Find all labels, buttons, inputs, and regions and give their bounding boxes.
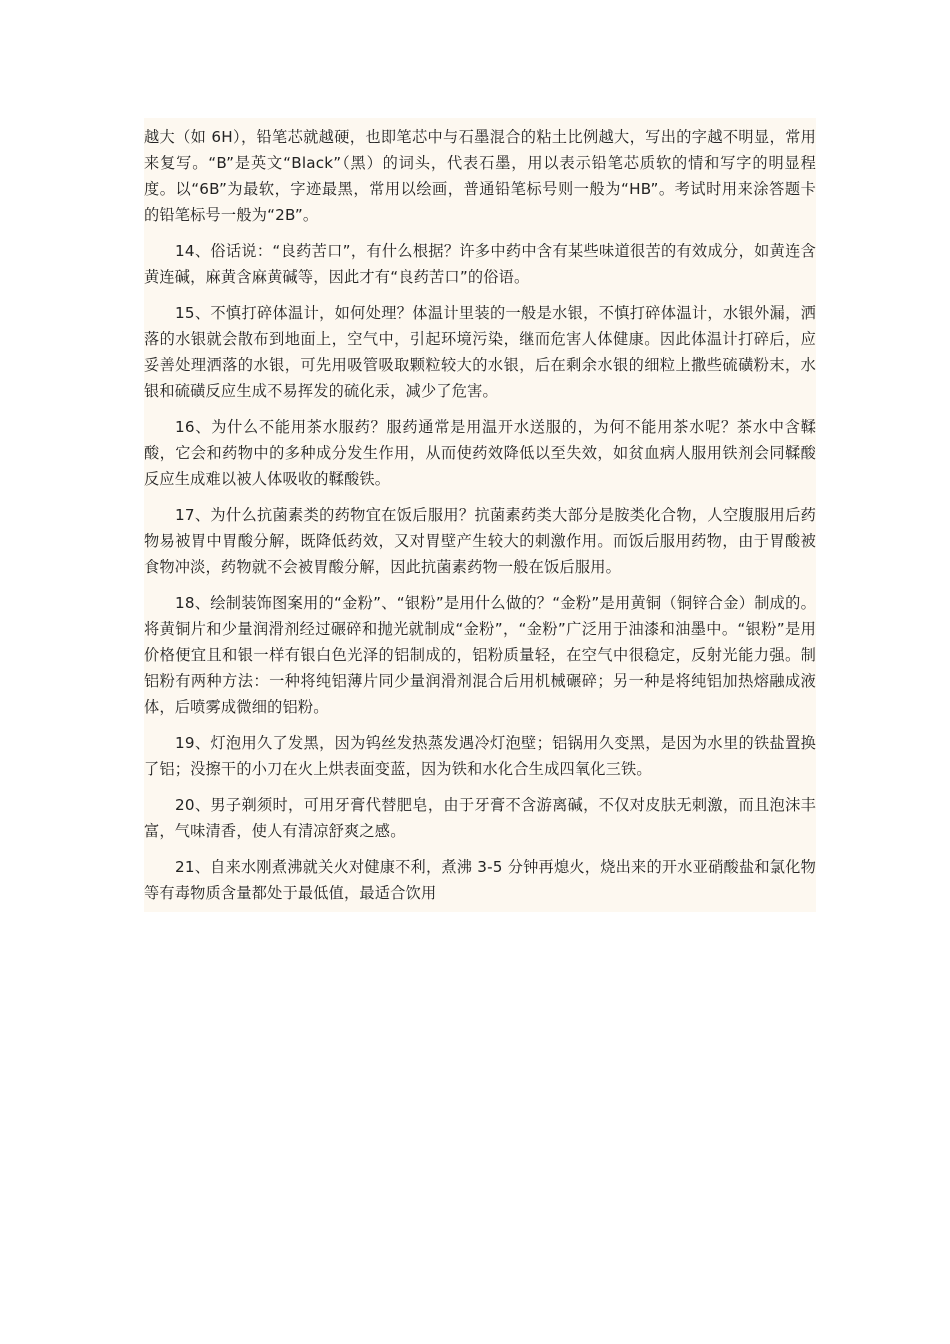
paragraph-15: 15、不慎打碎体温计，如何处理？体温计里装的一般是水银，不慎打碎体温计，水银外漏，洒落的水银就会散布到地面上，空气中，引起环境污染，继而危害人体健康。因此体温计打碎后，应妥善处理洒落的水银，可先用吸管吸取颗粒较大的水银，后在剩余水银的细粒上撒些硫磺粉末，水银和硫磺反应生成不易挥发的硫化汞，减少了危害。 (144, 304, 816, 400)
document-body (144, 118, 816, 912)
paragraph-19: 19、灯泡用久了发黑，因为钨丝发热蒸发遇冷灯泡壁；铝锅用久变黑，是因为水里的铁盐置换了铝；没擦干的小刀在火上烘表面变蓝，因为铁和水化合生成四氧化三铁。 (144, 734, 816, 778)
paragraph-14: 14、俗话说：“良药苦口”，有什么根据？许多中药中含有某些味道很苦的有效成分，如黄连含黄连碱，麻黄含麻黄碱等，因此才有“良药苦口”的俗语。 (144, 242, 816, 286)
paragraph-20: 20、男子剃须时，可用牙膏代替肥皂，由于牙膏不含游离碱，不仅对皮肤无刺激，而且泡沫丰富，气味清香，使人有清凉舒爽之感。 (144, 796, 816, 840)
paragraph-18: 18、绘制装饰图案用的“金粉”、“银粉”是用什么做的？“金粉”是用黄铜（铜锌合金）制成的。将黄铜片和少量润滑剂经过碾碎和抛光就制成“金粉”，“金粉”广泛用于油漆和油墨中。“银粉”是用价格便宜且和银一样有银白色光泽的铝制成的，铝粉质量轻，在空气中很稳定，反射光能力强。制铝粉有两种方法：一种将纯铝薄片同少量润滑剂混合后用机械碾碎；另一种是将纯铝加热熔融成液体，后喷雾成微细的铝粉。 (144, 594, 816, 716)
paragraph-17: 17、为什么抗菌素类的药物宜在饭后服用？抗菌素药类大部分是胺类化合物，人空腹服用后药物易被胃中胃酸分解，既降低药效，又对胃壁产生较大的刺激作用。而饭后服用药物，由于胃酸被食物冲淡，药物就不会被胃酸分解，因此抗菌素药物一般在饭后服用。 (144, 506, 816, 576)
paragraph-16: 16、为什么不能用茶水服药？服药通常是用温开水送服的，为何不能用茶水呢？茶水中含鞣酸，它会和药物中的多种成分发生作用，从而使药效降低以至失效，如贫血病人服用铁剂会同鞣酸反应生成难以被人体吸收的鞣酸铁。 (144, 418, 816, 488)
paragraph-pencil-hardness: 越大（如 6H），铅笔芯就越硬，也即笔芯中与石墨混合的粘土比例越大，写出的字越不明显，常用来复写。“B”是英文“Black”（黑）的词头，代表石墨，用以表示铅笔芯质软的情和写字的明显程度。以“6B”为最软，字迹最黑，常用以绘画，普通铅笔标号则一般为“HB”。考试时用来涂答题卡的铅笔标号一般为“2B”。 (144, 128, 816, 224)
paragraph-21: 21、自来水刚煮沸就关火对健康不利，煮沸 3-5 分钟再熄火，烧出来的开水亚硝酸盐和氯化物等有毒物质含量都处于最低值，最适合饮用 (144, 858, 816, 902)
